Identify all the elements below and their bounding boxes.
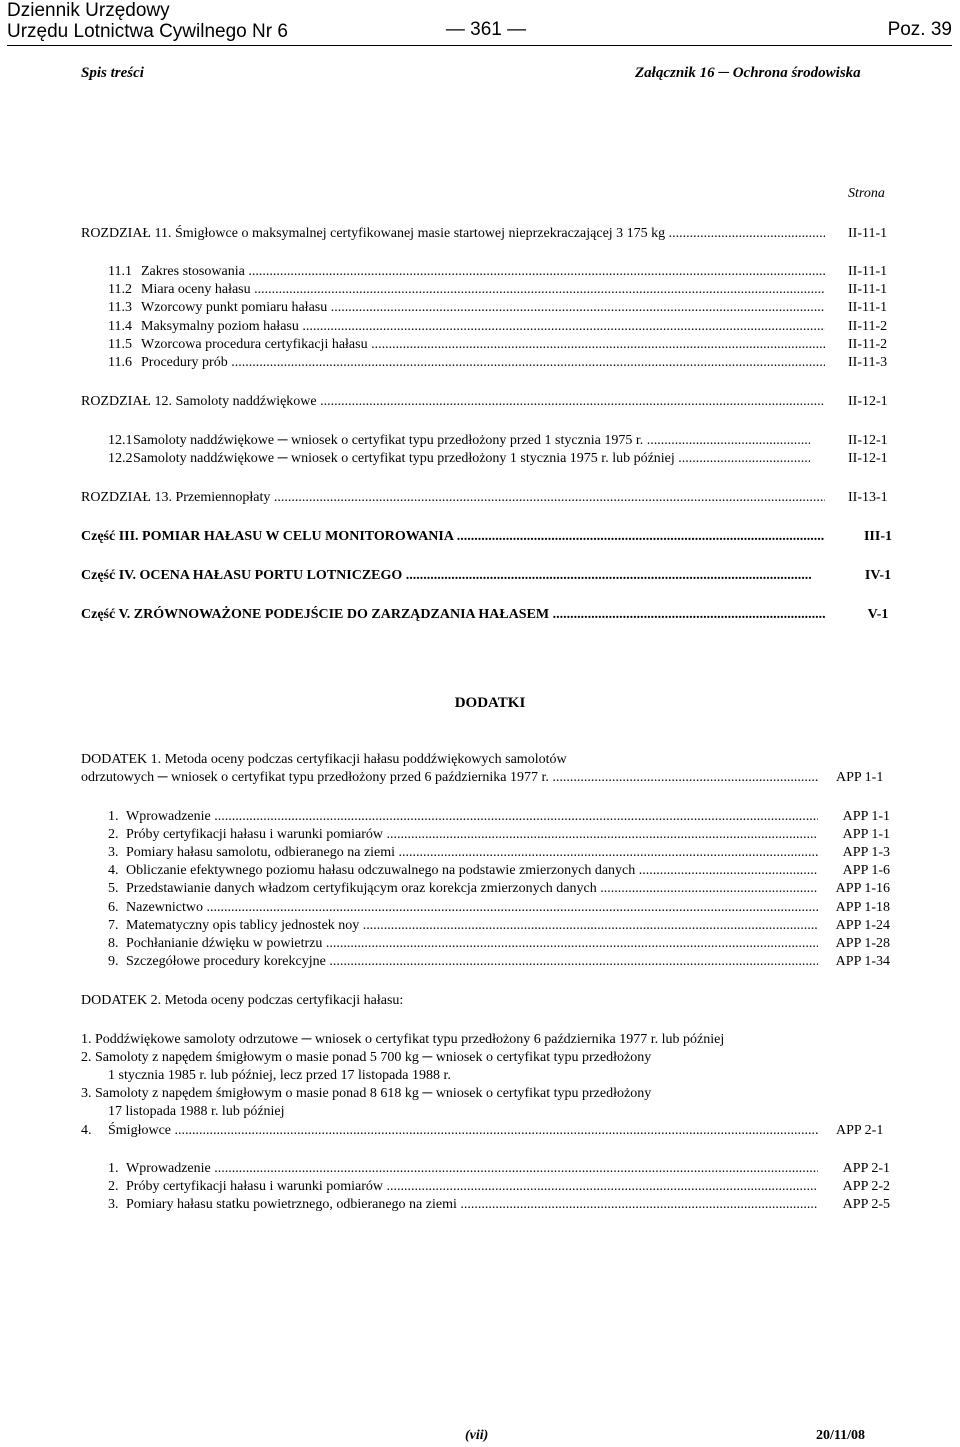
toc-entry-page: APP 1-16 — [835, 881, 890, 897]
toc-entry-part-5[interactable] — [81, 606, 825, 623]
toc-entry-appendix-item[interactable] — [108, 862, 818, 879]
toc-entry-appendix-2-part-4[interactable] — [81, 1122, 819, 1139]
toc-entry-chapter-13[interactable] — [81, 489, 825, 506]
toc-entry-page: APP 2-1 — [836, 1123, 884, 1138]
toc-entry-appendix-item[interactable] — [108, 1196, 818, 1213]
toc-entry-label: Przedstawianie danych władzom certyfikującym oraz korekcja zmierzonych danych ..... — [126, 880, 818, 897]
toc-entry-11-5[interactable] — [108, 336, 825, 353]
toc-entry-number: 5. — [108, 881, 119, 897]
toc-entry-label: Matematyczny opis tablicy jednostek noy ..... — [126, 917, 818, 934]
toc-entry-label: ROZDZIAŁ 12. Samoloty naddźwiękowe ..... — [81, 393, 825, 410]
toc-entry-page: APP 1-28 — [835, 935, 890, 951]
toc-entry-appendix-item[interactable] — [108, 935, 818, 952]
footer-date: 20/11/08 — [816, 1428, 866, 1443]
toc-entry-number: 2. — [108, 827, 119, 843]
toc-entry-page: II-11-1 — [848, 300, 888, 315]
toc-entry-number: 4. — [81, 1123, 92, 1138]
toc-entry-11-4[interactable] — [108, 318, 825, 335]
toc-entry-number: 2. — [108, 1179, 119, 1195]
toc-entry-appendix-item[interactable] — [108, 1160, 818, 1177]
toc-entry-label: Wprowadzenie ..... — [126, 1160, 818, 1177]
toc-entry-page: APP 1-24 — [835, 917, 890, 933]
toc-entry-label: Część V. ZRÓWNOWAŻONE PODEJŚCIE DO ZARZĄDZANIA HAŁASEM ..... — [81, 606, 825, 623]
section-title: Spis treści — [81, 65, 144, 81]
footer-page-roman: (vii) — [465, 1428, 489, 1443]
appendix-2-part-3-line2: 17 listopada 1988 r. lub później — [108, 1104, 285, 1119]
toc-entry-page: APP 2-1 — [842, 1161, 890, 1176]
toc-entry-appendix-item[interactable] — [108, 808, 818, 825]
toc-entry-number: 1. — [108, 809, 119, 824]
toc-entry-number: 11.5 — [108, 337, 132, 352]
toc-entry-page: APP 1-3 — [842, 845, 890, 861]
toc-entry-part-4[interactable] — [81, 567, 811, 584]
appendix-1-title-line1: DODATEK 1. Metoda oceny podczas certyfikacji hałasu poddźwiękowych samolotów — [81, 752, 567, 767]
toc-entry-appendix-item[interactable] — [108, 899, 818, 916]
toc-entry-page: APP 1-34 — [835, 953, 890, 969]
toc-entry-number: 9. — [108, 953, 119, 969]
toc-entry-label: Pomiary hałasu samolotu, odbieranego na ziemi ..... — [126, 844, 818, 861]
toc-entry-label: Procedury prób ..... — [141, 354, 825, 371]
toc-entry-page: APP 2-5 — [842, 1197, 890, 1213]
toc-entry-page: APP 1-18 — [835, 899, 890, 915]
annex-title: Załącznik 16 ─ Ochrona środowiska — [635, 65, 861, 81]
toc-entry-label: Zakres stosowania ..... — [141, 263, 825, 280]
toc-entry-label: ROZDZIAŁ 11. Śmigłowce o maksymalnej certyfikowanej masie startowej nieprzekraczającej 3 175 kg ..... — [81, 225, 825, 242]
toc-entry-page: IV-1 — [864, 568, 892, 583]
toc-entry-number: 11.1 — [108, 264, 132, 279]
toc-entry-appendix-item[interactable] — [108, 826, 818, 843]
toc-entry-appendix-item[interactable] — [108, 880, 818, 897]
toc-entry-12-1[interactable] — [108, 432, 810, 449]
toc-entry-label: Pomiary hałasu statku powietrznego, odbieranego na ziemi ..... — [126, 1196, 818, 1213]
toc-entry-number: 4. — [108, 863, 119, 879]
appendix-2-title: DODATEK 2. Metoda oceny podczas certyfikacji hałasu: — [81, 993, 404, 1008]
toc-entry-page: V-1 — [867, 607, 889, 622]
toc-entry-page: II-11-1 — [848, 264, 888, 279]
appendix-2-part-3-line1[interactable]: 3. Samoloty z napędem śmigłowym o masie ponad 8 618 kg ─ wniosek o certyfikat typu przedłożony — [81, 1086, 652, 1101]
toc-entry-label: Samoloty naddźwiękowe ─ wniosek o certyfikat typu przedłożony przed 1 stycznia 1975 r. ..... — [133, 432, 810, 449]
toc-entry-11-3[interactable] — [108, 299, 825, 316]
toc-entry-page: APP 2-2 — [842, 1179, 890, 1195]
toc-entry-label: ROZDZIAŁ 13. Przemiennopłaty ..... — [81, 489, 825, 506]
toc-entry-12-2[interactable] — [108, 450, 810, 467]
toc-entry-label: Obliczanie efektywnego poziomu hałasu odczuwalnego na podstawie zmierzonych danych ..... — [126, 862, 818, 879]
page-number: — 361 — — [445, 19, 527, 40]
appendix-2-part-2-line1[interactable]: 2. Samoloty z napędem śmigłowym o masie ponad 5 700 kg ─ wniosek o certyfikat typu przedłożony — [81, 1050, 652, 1065]
toc-entry-page: II-12-1 — [848, 394, 888, 409]
toc-entry-page: II-11-1 — [848, 226, 888, 241]
toc-entry-number: 6. — [108, 899, 119, 915]
toc-entry-page: II-11-3 — [848, 355, 888, 370]
appendices-heading: DODATKI — [454, 695, 526, 711]
toc-entry-number: 3. — [108, 1197, 119, 1213]
toc-entry-label: Samoloty naddźwiękowe ─ wniosek o certyfikat typu przedłożony 1 stycznia 1975 r. lub później ..... — [133, 450, 810, 467]
toc-entry-page: APP 1-1 — [836, 770, 884, 785]
toc-entry-page: II-11-2 — [848, 337, 888, 352]
journal-title-line1: Dziennik Urzędowy — [7, 0, 170, 21]
toc-entry-label: Wzorcowy punkt pomiaru hałasu ..... — [141, 299, 825, 316]
toc-entry-number: 1. — [108, 1161, 119, 1176]
toc-entry-page: II-12-1 — [848, 451, 888, 466]
toc-entry-number: 12.1 — [108, 433, 133, 448]
toc-entry-chapter-11[interactable] — [81, 225, 825, 242]
journal-title-line2: Urzędu Lotnictwa Cywilnego Nr 6 — [7, 21, 288, 42]
toc-entry-label: Miara oceny hałasu ..... — [141, 281, 825, 298]
toc-entry-appendix-item[interactable] — [108, 844, 818, 861]
toc-entry-label: Próby certyfikacji hałasu i warunki pomiarów ..... — [126, 826, 818, 843]
toc-entry-number: 7. — [108, 917, 119, 933]
toc-entry-appendix-item[interactable] — [108, 953, 818, 970]
toc-entry-appendix-1[interactable] — [81, 769, 819, 786]
toc-entry-label: Wzorcowa procedura certyfikacji hałasu ..... — [141, 336, 825, 353]
page-column-heading: Strona — [848, 186, 885, 201]
toc-entry-page: II-11-1 — [848, 282, 888, 297]
toc-entry-chapter-12[interactable] — [81, 393, 825, 410]
toc-entry-label: Część III. POMIAR HAŁASU W CELU MONITOROWANIA ..... — [81, 528, 825, 545]
toc-entry-page: II-11-2 — [848, 319, 888, 334]
toc-entry-label: Część IV. OCENA HAŁASU PORTU LOTNICZEGO ..... — [81, 567, 811, 584]
toc-entry-appendix-item[interactable] — [108, 917, 818, 934]
appendix-2-part-2-line2: 1 stycznia 1985 r. lub później, lecz przed 17 listopada 1988 r. — [108, 1068, 451, 1083]
toc-entry-page: APP 1-1 — [842, 809, 890, 824]
position-number: Poz. 39 — [887, 19, 952, 40]
toc-entry-part-3[interactable] — [81, 528, 825, 545]
toc-entry-page: II-12-1 — [848, 433, 888, 448]
toc-entry-number: 12.2 — [108, 451, 133, 466]
toc-entry-label: Śmigłowce ..... — [108, 1122, 819, 1139]
appendix-2-part-1[interactable]: 1. Poddźwiękowe samoloty odrzutowe ─ wniosek o certyfikat typu przedłożony 6 października 1977 r. lub później — [81, 1032, 725, 1047]
toc-entry-number: 11.3 — [108, 300, 132, 315]
toc-entry-page: APP 1-6 — [842, 863, 890, 879]
toc-entry-number: 11.6 — [108, 355, 132, 370]
toc-entry-11-2[interactable] — [108, 281, 825, 298]
toc-entry-page: III-1 — [863, 529, 892, 544]
journal-title — [7, 0, 288, 42]
toc-entry-label: Wprowadzenie ..... — [126, 808, 818, 825]
toc-entry-11-6[interactable] — [108, 354, 825, 371]
toc-entry-number: 8. — [108, 935, 119, 951]
toc-entry-number: 3. — [108, 845, 119, 861]
toc-entry-label: Szczegółowe procedury korekcyjne ..... — [126, 953, 818, 970]
toc-entry-number: 11.2 — [108, 282, 132, 297]
toc-entry-label: odrzutowych ─ wniosek o certyfikat typu przedłożony przed 6 października 1977 r. ..... — [81, 769, 819, 786]
toc-entry-label: Nazewnictwo ..... — [126, 899, 818, 916]
toc-entry-page: APP 1-1 — [842, 827, 890, 843]
toc-entry-11-1[interactable] — [108, 263, 825, 280]
toc-entry-number: 11.4 — [108, 319, 132, 334]
toc-entry-label: Maksymalny poziom hałasu ..... — [141, 318, 825, 335]
toc-entry-appendix-item[interactable] — [108, 1178, 818, 1195]
toc-entry-label: Próby certyfikacji hałasu i warunki pomiarów ..... — [126, 1178, 818, 1195]
toc-entry-page: II-13-1 — [848, 490, 888, 505]
toc-entry-label: Pochłanianie dźwięku w powietrzu ..... — [126, 935, 818, 952]
header-rule — [7, 45, 952, 46]
